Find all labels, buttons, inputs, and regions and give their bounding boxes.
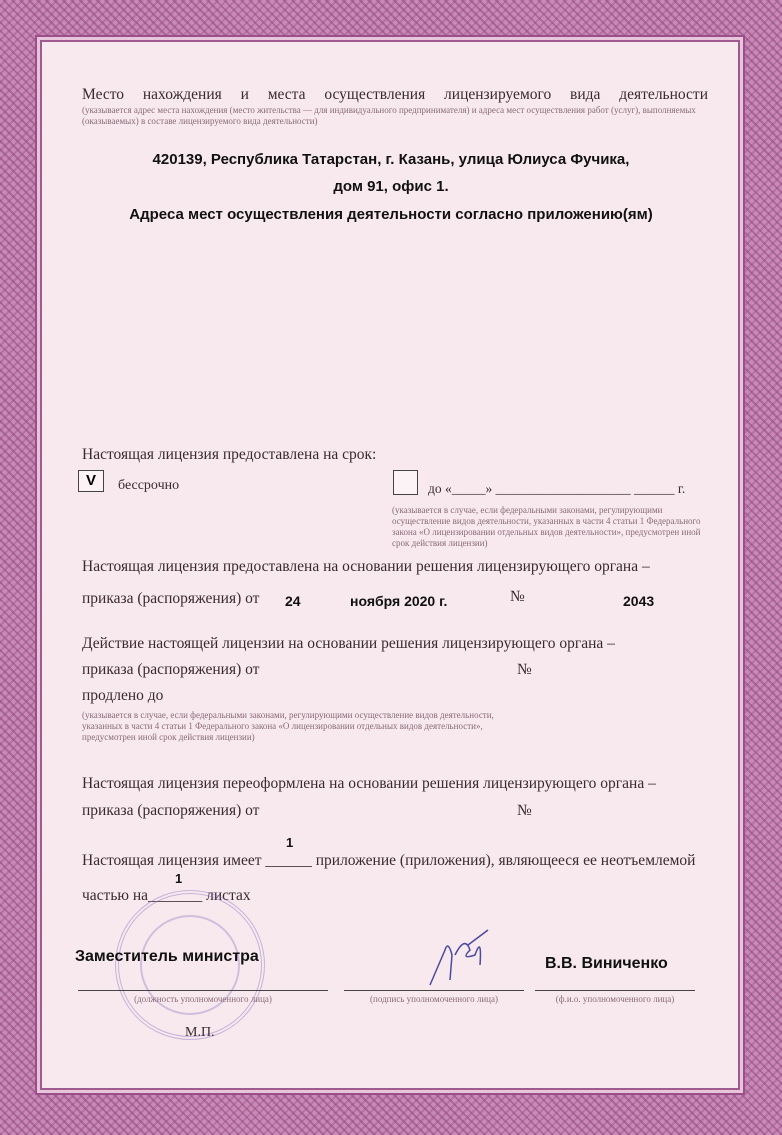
term-note: (указывается в случае, если федеральными законами, регулирующими осуществление видов деятельности, указанных в части 4 статьи 1 Федерального закона «О лицензировании отдельных видов деятельности», предусмотрен иной срок действия лицензии) bbox=[392, 505, 701, 548]
name-line bbox=[535, 990, 695, 991]
order-number-label: № bbox=[510, 588, 525, 605]
address-line-2: дом 91, офис 1. bbox=[333, 178, 449, 195]
fixed-term-until: до «_____» ____________________ ______ г. bbox=[428, 481, 686, 496]
name-label: (ф.и.о. уполномоченного лица) bbox=[555, 994, 675, 1004]
reissue-line-1: Настоящая лицензия переоформлена на основании решения лицензирующего органа – bbox=[82, 775, 656, 792]
address-line-3: Адреса мест осуществления деятельности согласно приложению(ям) bbox=[129, 206, 653, 223]
appendix-line-1: Настоящая лицензия имеет ______ приложение (приложения), являющееся ее неотъемлемой bbox=[82, 852, 696, 869]
signature-label: (подпись уполномоченного лица) bbox=[370, 994, 498, 1004]
signature-line bbox=[344, 990, 524, 991]
appendix-sheets: 1 bbox=[175, 871, 183, 886]
position-line bbox=[78, 990, 328, 991]
indefinite-checkbox[interactable]: V bbox=[78, 470, 104, 492]
order-number: 2043 bbox=[623, 593, 655, 609]
appendix-line-2: частью на_______ листах bbox=[82, 887, 251, 904]
order-month-year: ноября 2020 г. bbox=[350, 593, 448, 609]
signer-position: Заместитель министра bbox=[75, 948, 259, 965]
term-label: Настоящая лицензия предоставлена на срок: bbox=[82, 446, 377, 463]
signature-scribble bbox=[420, 925, 495, 995]
indefinite-label: бессрочно bbox=[118, 478, 180, 493]
address-line-1: 420139, Республика Татарстан, г. Казань, улица Юлиуса Фучика, bbox=[152, 151, 630, 168]
extension-number-label: № bbox=[517, 661, 532, 678]
signer-name: В.В. Виниченко bbox=[545, 955, 668, 972]
address-title: Место нахождения и места осуществления лицензируемого вида деятельности bbox=[82, 86, 708, 103]
address-note: (указывается адрес места нахождения (место жительства — для индивидуального предпринимателя) и адреса мест осуществления работ (услуг), выполняемых (оказываемых) в составе лицензируемого вида деятельности) bbox=[82, 105, 696, 126]
stamp-place: М.П. bbox=[185, 1025, 215, 1040]
extension-line-2: приказа (распоряжения) от bbox=[82, 661, 260, 678]
basis-line-2: приказа (распоряжения) от bbox=[82, 590, 260, 607]
fixed-term-checkbox[interactable] bbox=[393, 470, 418, 495]
order-day: 24 bbox=[285, 593, 301, 609]
appendix-count: 1 bbox=[286, 835, 294, 850]
extension-line-1: Действие настоящей лицензии на основании решения лицензирующего органа – bbox=[82, 635, 615, 652]
extension-note: (указывается в случае, если федеральными законами, регулирующими осуществление видов деятельности, указанных в части 4 статьи 1 Федерального закона «О лицензировании отдельных видов деятельности», предусмотрен иной срок действия лицензии) bbox=[82, 710, 494, 742]
reissue-number-label: № bbox=[517, 802, 532, 819]
basis-line-1: Настоящая лицензия предоставлена на основании решения лицензирующего органа – bbox=[82, 558, 650, 575]
reissue-line-2: приказа (распоряжения) от bbox=[82, 802, 260, 819]
extended-until-label: продлено до bbox=[82, 687, 164, 704]
position-label: (должность уполномоченного лица) bbox=[134, 994, 272, 1004]
